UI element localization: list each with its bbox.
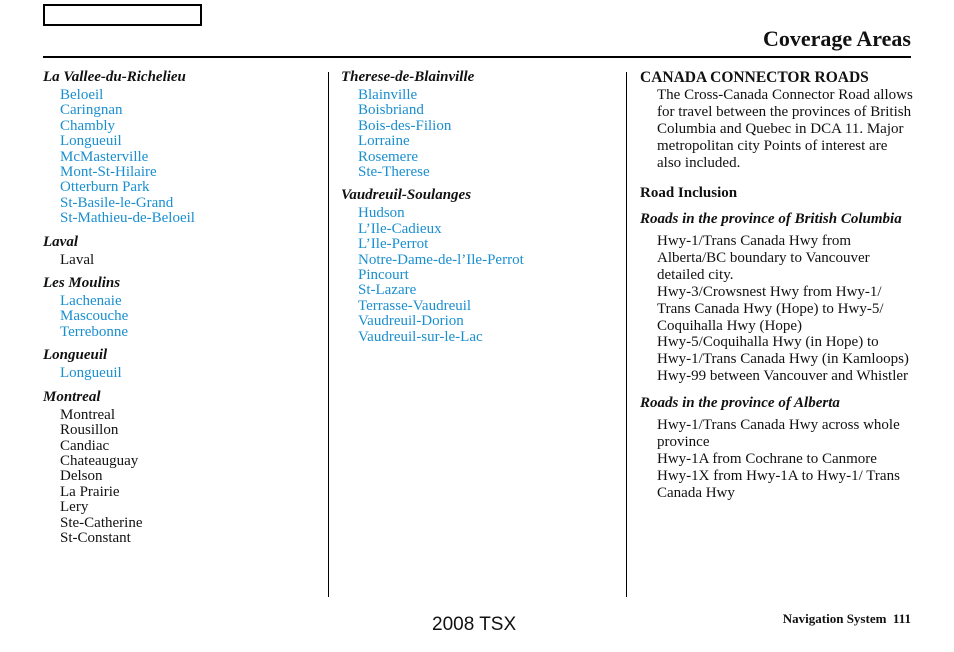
city-link[interactable]: Vaudreuil-sur-le-Lac [358, 328, 483, 345]
connector-heading: CANADA CONNECTOR ROADS [640, 69, 869, 86]
header-rule [43, 56, 911, 58]
city-list [60, 408, 323, 547]
city-item: St-Constant [60, 529, 131, 546]
city-link[interactable]: Terrasse-Vaudreuil [358, 297, 472, 314]
city-link[interactable]: Blainville [358, 87, 418, 103]
city-link[interactable]: Caringnan [60, 102, 123, 119]
city-list [60, 294, 323, 340]
region-heading: Vaudreuil-Soulanges [341, 187, 472, 204]
road-inclusion-heading: Road Inclusion [640, 185, 738, 201]
city-link[interactable]: Lachenaie [60, 293, 122, 310]
city-link[interactable]: Longueuil [60, 133, 122, 150]
city-link[interactable]: Terrebonne [60, 323, 129, 340]
city-link[interactable]: St-Lazare [358, 282, 417, 299]
city-link[interactable]: St-Mathieu-de-Beloeil [60, 210, 195, 227]
page-number: 111 [892, 611, 911, 626]
city-item: La Prairie [60, 483, 120, 500]
road-item: Hwy-5/Coquihalla Hwy (in Hope) to Hwy-1/Trans Canada Hwy (in Kamloops) [657, 334, 909, 368]
city-link[interactable]: Bois-des-Filion [358, 117, 452, 134]
road-list [657, 417, 915, 502]
city-item: Montreal [60, 406, 115, 423]
column-3 [640, 68, 915, 510]
region-heading: Laval [43, 233, 78, 250]
column-divider [626, 72, 627, 597]
city-link[interactable]: Notre-Dame-de-l’Ile-Perrot [358, 251, 524, 268]
city-list [60, 366, 323, 381]
region-heading: Les Moulins [43, 275, 121, 292]
city-link[interactable]: Chambly [60, 117, 115, 134]
road-item: Hwy-1/Trans Canada Hwy from Alberta/BC boundary to Vancouver detailed city. [657, 233, 870, 283]
city-link[interactable]: Rosemere [358, 148, 418, 165]
column-2 [341, 68, 621, 351]
region-heading: La Vallee-du-Richelieu [43, 69, 186, 85]
city-list [358, 206, 621, 345]
city-link[interactable]: St-Basile-le-Grand [60, 194, 174, 211]
city-item: Rousillon [60, 422, 119, 439]
city-link[interactable]: Mascouche [60, 308, 129, 325]
city-list [358, 88, 621, 180]
city-link[interactable]: Boisbriand [358, 102, 424, 119]
road-group-title: Roads in the province of British Columbia [640, 211, 902, 227]
road-groups [640, 209, 915, 502]
city-item: Ste-Catherine [60, 514, 143, 531]
city-item: Delson [60, 468, 103, 485]
road-item: Hwy-1/Trans Canada Hwy across whole province [657, 417, 900, 451]
city-link[interactable]: Longueuil [60, 365, 122, 382]
city-item: Laval [60, 251, 95, 268]
city-link[interactable]: Ste-Therese [358, 164, 430, 181]
region-heading: Therese-de-Blainville [341, 69, 475, 85]
city-list [60, 88, 323, 227]
city-link[interactable]: Vaudreuil-Dorion [358, 313, 464, 330]
header-box [43, 4, 202, 26]
connector-description: The Cross-Canada Connector Road allows for travel between the provinces of British Columbia and Quebec in DCA 11. Major metropolitan city Points of interest are also included. [657, 87, 913, 171]
city-link[interactable]: Lorraine [358, 133, 410, 150]
footer-section-label: Navigation System [782, 611, 887, 626]
city-link[interactable]: Pincourt [358, 267, 409, 284]
road-item: Hwy-1X from Hwy-1A to Hwy-1/ Trans Canada Hwy [657, 467, 900, 501]
region-heading: Longueuil [43, 347, 108, 364]
city-link[interactable]: Beloeil [60, 87, 104, 103]
road-group-title: Roads in the province of Alberta [640, 395, 840, 412]
road-item: Hwy-3/Crowsnest Hwy from Hwy-1/ Trans Canada Hwy (Hope) to Hwy-5/ Coquihalla Hwy (Hope) [657, 283, 884, 334]
city-link[interactable]: Otterburn Park [60, 179, 150, 196]
road-item: Hwy-1A from Cochrane to Canmore [657, 450, 877, 467]
page-title: Coverage Areas [762, 26, 911, 51]
city-item: Candiac [60, 437, 110, 454]
city-item: Lery [60, 499, 89, 516]
city-item: Chateauguay [60, 452, 139, 469]
city-list [60, 253, 323, 268]
city-link[interactable]: L’Ile-Perrot [358, 236, 429, 253]
road-list [657, 233, 915, 385]
footer-section [783, 611, 911, 627]
footer-model: 2008 TSX [432, 614, 517, 635]
city-link[interactable]: Hudson [358, 205, 405, 222]
region-heading: Montreal [43, 388, 101, 405]
road-item: Hwy-99 between Vancouver and Whistler [657, 368, 909, 385]
city-link[interactable]: Mont-St-Hilaire [60, 164, 157, 181]
city-link[interactable]: L’Ile-Cadieux [358, 220, 442, 237]
column-divider [328, 72, 329, 597]
column-1 [43, 68, 323, 552]
city-link[interactable]: McMasterville [60, 148, 149, 165]
